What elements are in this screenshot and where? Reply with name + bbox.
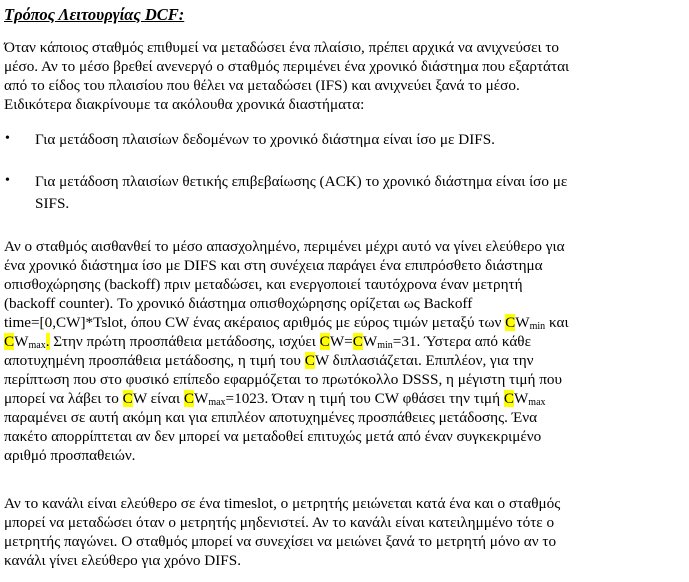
paragraph-1-line: μέσο. Αν το μέσο βρεθεί ανενεργό ο σταθμός περιμένει ένα χρονικό διάστημα που εξαρτάται	[4, 58, 570, 75]
highlight-mark: C	[183, 390, 194, 407]
paragraph-3-line: μπορεί να μεταδώσει όταν ο μετρητής μηδενιστεί. Αν το κανάλι είναι κατειλημμένο τότε ο	[4, 514, 555, 531]
paragraph-2-line: Αν ο σταθμός αισθανθεί το μέσο απασχολημένο, περιμένει μέχρι αυτό να γίνει ελεύθερο για	[4, 238, 565, 255]
highlight-mark: C	[122, 390, 133, 407]
text-run: W	[515, 314, 530, 331]
paragraph-2-line: ένα χρονικό διάστημα ίσο με DIFS και στη συνέχεια παράγει ένα επιπρόσθετο διάστημα	[4, 257, 543, 274]
paragraph-1-line: Όταν κάποιος σταθμός επιθυμεί να μεταδώσει ένα πλαίσιο, πρέπει αρχικά να ανιχνεύσει το	[4, 39, 560, 56]
paragraph-2-line: αριθμό προσπαθειών.	[4, 447, 136, 464]
highlight-mark: C	[4, 333, 15, 350]
bullet-item-2-cont: SIFS.	[35, 195, 70, 212]
text-run: W	[14, 333, 29, 350]
text-run: W=	[329, 333, 353, 350]
subscript: min	[529, 321, 546, 332]
subscript: max	[28, 340, 46, 351]
paragraph-2-line	[4, 351, 534, 370]
section-title: Τρόπος Λειτουργίας DCF:	[4, 5, 185, 24]
bullet-item-1: Για μετάδοση πλαισίων δεδομένων το χρονικό διάστημα είναι ίσο με DIFS.	[35, 131, 495, 148]
subscript: min	[377, 340, 393, 351]
paragraph-3-line: μετρητής παγώνει. Ο σταθμός μπορεί να συνεχίσει να μειώνει ξανά το μετρητή μόνο αν το	[4, 533, 557, 550]
text-run: W	[362, 333, 378, 350]
highlight-mark: .	[45, 333, 50, 350]
text-run: μπορεί να λάβει το	[4, 390, 123, 407]
paragraph-2-line: πακέτο απορρίπτεται αν δεν μπορεί να μεταδοθεί επιτυχώς μετά από έναν συγκεκριμένο	[4, 428, 542, 445]
highlight-mark: C	[304, 352, 315, 369]
paragraph-2-line: (backoff counter). Το χρονικό διάστημα οπισθοχώρησης ορίζεται ως Backoff	[4, 295, 473, 312]
paragraph-3-line: κανάλι γίνει ελεύθερο για χρόνο DIFS.	[4, 552, 241, 569]
text-run: αποτυχημένη προσπάθεια μετάδοσης, η τιμή του	[4, 352, 305, 369]
paragraph-2-line: περίπτωση που στο φυσικό επίπεδο εφαρμόζεται το πρωτόκολλο DSSS, η μέγιστη τιμή που	[4, 371, 562, 388]
highlight-mark: C	[505, 314, 516, 331]
subscript: max	[208, 397, 226, 408]
text-run: W	[193, 390, 209, 407]
text-run: W είναι	[132, 390, 184, 407]
text-run: =31. Ύστερα από κάθε	[392, 333, 531, 350]
text-run: W διπλασιάζεται. Επιπλέον, για την	[314, 352, 534, 369]
paragraph-3-line: Αν το κανάλι είναι ελεύθερο σε ένα timeslot, ο μετρητής μειώνεται κατά ένα και ο σταθμός	[4, 495, 561, 512]
bullet-item-2: Για μετάδοση πλαισίων θετικής επιβεβαίωσης (ACK) το χρονικό διάστημα είναι ίσο με	[35, 173, 568, 190]
paragraph-1-line: Ειδικότερα διακρίνουμε τα ακόλουθα χρονικά διαστήματα:	[4, 96, 365, 113]
paragraph-1-line: από το είδος του πλαισίου που θέλει να μεταδώσει (IFS) και ανιχνεύει ξανά το μέσο.	[4, 77, 520, 94]
text-run: =1023. Όταν η τιμή του CW φθάσει την τιμή	[225, 390, 504, 407]
paragraph-2-line: οπισθοχώρησης (backoff) πριν μεταδώσει, και ενεργοποιεί ταυτόχρονα έναν μετρητή	[4, 276, 523, 293]
text-run: Στην πρώτη προσπάθεια μετάδοσης, ισχύει	[49, 333, 320, 350]
text-run: W	[513, 390, 529, 407]
bullet-dot: •	[5, 131, 10, 146]
paragraph-2-line: παραμένει σε αυτή ακόμη και για επιπλέον αποτυχημένες προσπάθειες μετάδοσης. Ένα	[4, 409, 538, 426]
highlight-mark: C	[503, 390, 514, 407]
bullet-dot: •	[5, 173, 10, 188]
subscript: max	[528, 397, 546, 408]
text-run: και	[545, 314, 569, 331]
text-run: time=[0,CW]*Tslot, όπου CW ένας ακέραιος αριθμός με εύρος τιμών μεταξύ των	[4, 314, 506, 331]
highlight-mark: C	[352, 333, 363, 350]
highlight-mark: C	[319, 333, 330, 350]
